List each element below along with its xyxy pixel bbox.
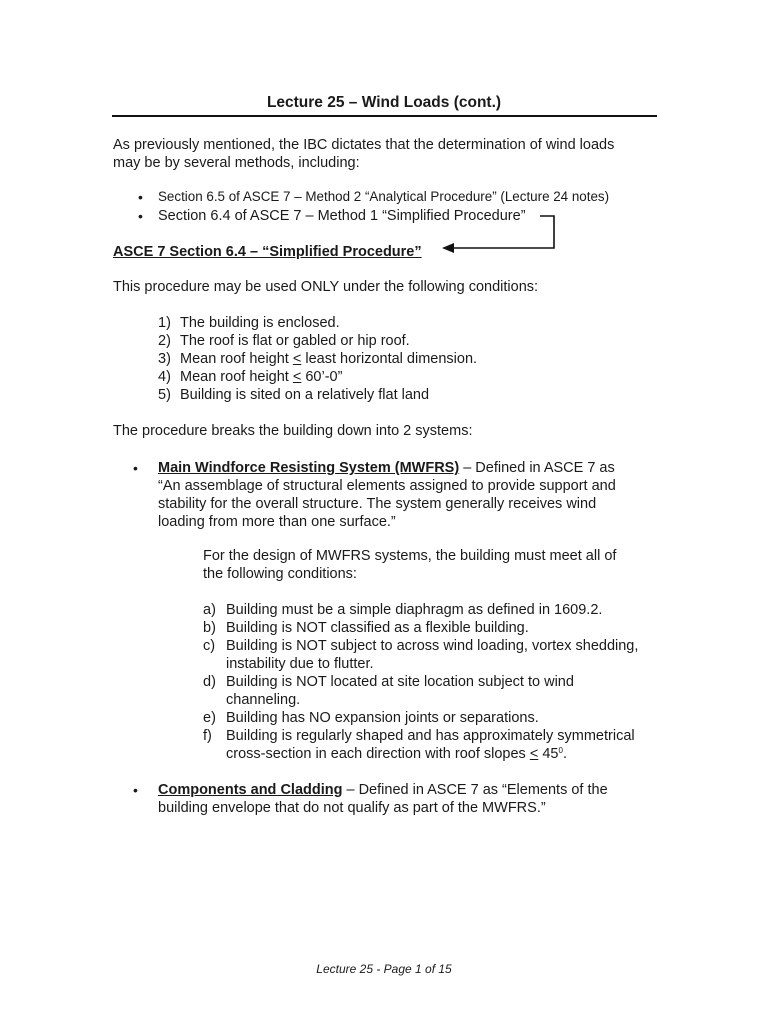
condition-text: Building is sited on a relatively flat land [180, 387, 430, 403]
requirement-letter: b) [203, 620, 216, 636]
requirement-text: Building has NO expansion joints or separations. [226, 710, 539, 726]
degree-superscript: 0 [558, 746, 563, 755]
mwfrs-definition-line-3: stability for the overall structure. The system generally receives wind [158, 496, 597, 512]
cladding-definition-line-2: building envelope that do not qualify as part of the MWFRS.” [158, 800, 546, 816]
systems-intro: The procedure breaks the building down into 2 systems: [113, 423, 473, 439]
requirement-letter: c) [203, 638, 216, 654]
connector-arrow-icon [430, 205, 570, 260]
condition-text-post: least horizontal dimension. [301, 351, 478, 367]
bullet-dot-icon: • [138, 189, 143, 205]
bullet-dot-icon: • [133, 782, 138, 798]
mwfrs-requirements-intro-2: the following conditions: [203, 566, 357, 582]
condition-text: The building is enclosed. [180, 315, 340, 331]
title-underline-rule [112, 115, 657, 117]
cladding-term: Components and Cladding [158, 782, 343, 798]
requirement-letter: e) [203, 710, 216, 726]
condition-text-pre: Mean roof height [180, 369, 293, 385]
requirement-text: Building must be a simple diaphragm as defined in 1609.2. [226, 602, 603, 618]
requirement-text-end: . [562, 746, 567, 762]
requirement-letter: d) [203, 674, 216, 690]
requirement-text: Building is NOT located at site location subject to wind [226, 674, 574, 690]
cladding-definition-lead: – Defined in ASCE 7 as “Elements of the [342, 782, 608, 798]
condition-number: 1) [158, 315, 171, 331]
mwfrs-definition-line-1 [158, 459, 615, 477]
requirement-letter: f) [203, 728, 212, 744]
requirement-text: Building is regularly shaped and has approximately symmetrical [226, 728, 635, 744]
section-heading: ASCE 7 Section 6.4 – “Simplified Procedure” [113, 244, 422, 260]
mwfrs-definition-line-4: loading from more than one surface.” [158, 514, 396, 530]
requirement-letter: a) [203, 602, 216, 618]
requirement-text-cont: instability due to flutter. [226, 656, 374, 672]
bullet-dot-icon: • [133, 460, 138, 476]
mwfrs-requirements-intro-1: For the design of MWFRS systems, the building must meet all of [203, 548, 617, 564]
intro-line-1: As previously mentioned, the IBC dictates that the determination of wind loads [113, 137, 615, 153]
method-item-2: Section 6.4 of ASCE 7 – Method 1 “Simplified Procedure” [158, 208, 526, 224]
mwfrs-term: Main Windforce Resisting System (MWFRS) [158, 460, 460, 476]
condition-number: 5) [158, 387, 171, 403]
requirement-text-pre: cross-section in each direction with roof slopes [226, 746, 530, 762]
page-footer: Lecture 25 - Page 1 of 15 [316, 962, 452, 976]
condition-text: The roof is flat or gabled or hip roof. [180, 333, 410, 349]
requirement-text: Building is NOT subject to across wind loading, vortex shedding, [226, 638, 639, 654]
condition-number: 3) [158, 351, 171, 367]
method-item-1: Section 6.5 of ASCE 7 – Method 2 “Analytical Procedure” (Lecture 24 notes) [158, 189, 610, 204]
roof-slope-value: 45 [538, 746, 559, 762]
condition-text [180, 368, 342, 386]
mwfrs-definition-line-2: “An assemblage of structural elements assigned to provide support and [158, 478, 616, 494]
cladding-definition-line-1 [158, 781, 608, 799]
condition-number: 2) [158, 333, 171, 349]
requirement-text-cont: channeling. [226, 692, 301, 708]
conditions-intro: This procedure may be used ONLY under the following conditions: [113, 279, 539, 295]
requirement-text: Building is NOT classified as a flexible building. [226, 620, 529, 636]
intro-line-2: may be by several methods, including: [113, 155, 360, 171]
condition-text-pre: Mean roof height [180, 351, 293, 367]
mwfrs-definition-lead: – Defined in ASCE 7 as [459, 460, 615, 476]
page-title: Lecture 25 – Wind Loads (cont.) [266, 94, 502, 111]
condition-text-post: 60’-0” [301, 369, 343, 385]
condition-number: 4) [158, 369, 171, 385]
requirement-text-cont [226, 745, 567, 763]
bullet-dot-icon: • [138, 208, 143, 224]
condition-text [180, 350, 477, 368]
